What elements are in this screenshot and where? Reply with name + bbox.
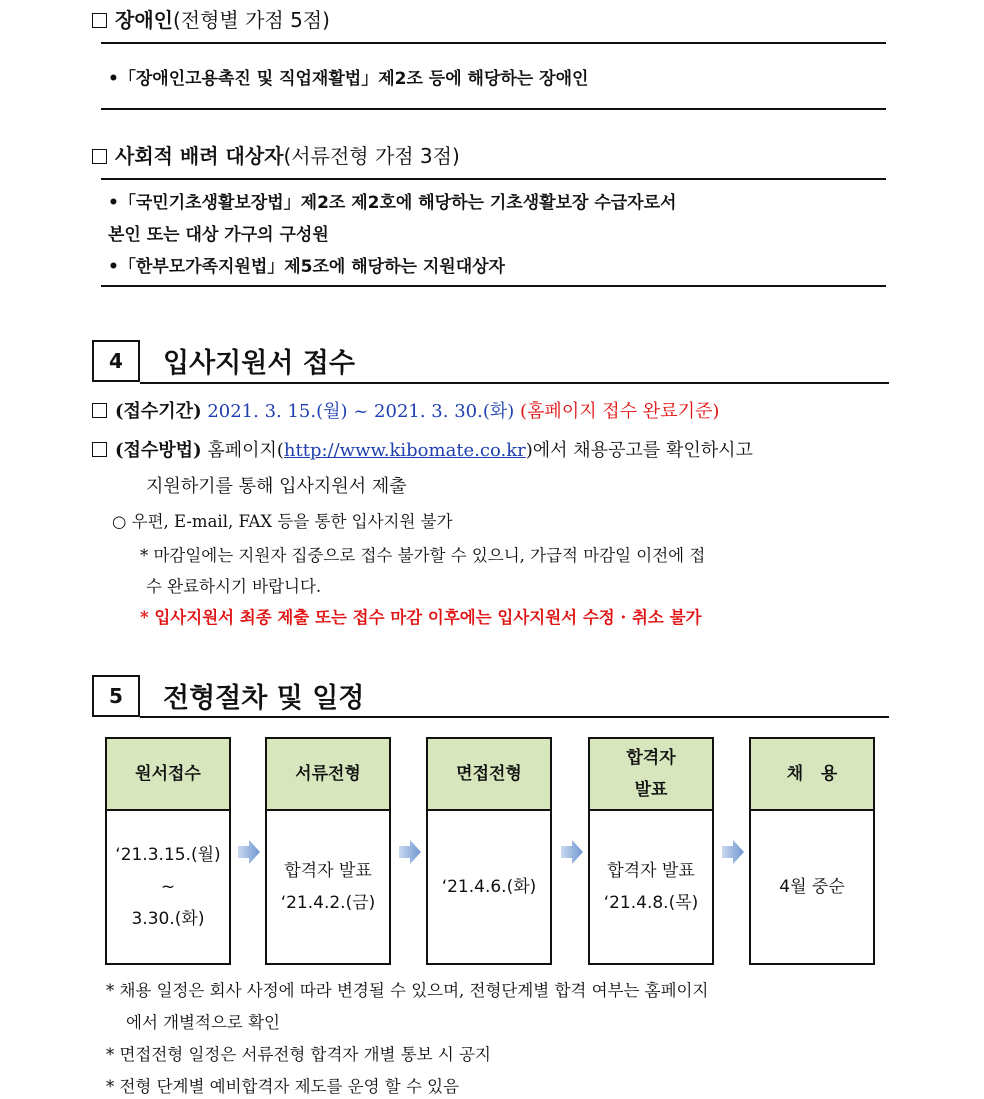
period-label: (접수기간)	[115, 401, 202, 422]
flow-step-header	[267, 739, 389, 811]
deadline-note-1a: * 마감일에는 지원자 집중으로 접수 불가할 수 있으니, 가급적 마감일 이전에 접	[140, 546, 706, 565]
checkbox-square-icon	[92, 403, 107, 418]
flow-step-interview	[426, 737, 552, 965]
arrow-right-icon	[399, 840, 421, 864]
flow-step-application	[105, 737, 231, 965]
schedule-note-1a: * 채용 일정은 회사 사정에 따라 변경될 수 있으며, 전형단계별 합격 여부는 홈페이지	[106, 981, 709, 1000]
flow-step-body	[751, 811, 873, 963]
homepage-link[interactable]: http://www.kibomate.co.kr	[283, 440, 526, 461]
checkbox-square-icon	[92, 13, 107, 28]
flow-step-header-text: 채 용	[786, 764, 838, 784]
flow-step-body-text: 3.30.(화)	[131, 909, 205, 929]
schedule-note-3: * 전형 단계별 예비합격자 제도를 운영 할 수 있음	[106, 1077, 460, 1096]
section-title: 전형절차 및 일정	[163, 683, 365, 714]
social-care-title-bold: 사회적 배려 대상자	[115, 144, 284, 168]
application-period	[92, 397, 719, 423]
social-care-bullet-1b: 본인 또는 대상 가구의 구성원	[108, 225, 329, 245]
section-underline	[140, 382, 889, 384]
flow-step-final-announcement	[588, 737, 714, 965]
period-value: 2021. 3. 15.(월) ~ 2021. 3. 30.(화)	[207, 401, 515, 422]
deadline-note-1b: 수 완료하시기 바랍니다.	[146, 577, 322, 596]
flow-step-body-text: 4월 중순	[779, 877, 845, 897]
divider	[101, 178, 886, 180]
checkbox-square-icon	[92, 442, 107, 457]
flow-step-body-text: ‘21.3.15.(월)	[115, 845, 221, 865]
flow-step-body-text: 합격자 발표	[607, 861, 695, 881]
method-pre: 홈페이지(	[207, 440, 284, 461]
period-note: (홈페이지 접수 완료기준)	[520, 401, 720, 422]
flow-step-header-text: 합격자	[626, 748, 676, 768]
flow-step-header	[107, 739, 229, 811]
method-line-2: 지원하기를 통해 입사지원서 제출	[146, 476, 407, 497]
social-care-title	[92, 140, 460, 169]
arrow-right-icon	[722, 840, 744, 864]
flow-step-header	[751, 739, 873, 811]
section-underline	[140, 716, 889, 718]
flow-step-header	[590, 739, 712, 811]
checkbox-square-icon	[92, 149, 107, 164]
application-method	[92, 436, 753, 462]
flow-step-document-screening	[265, 737, 391, 965]
section-title: 입사지원서 접수	[163, 348, 355, 379]
social-care-bullet-2: •「한부모가족지원법」제5조에 해당하는 지원대상자	[108, 257, 505, 277]
flow-step-header-text: 면접전형	[456, 764, 522, 784]
flow-step-body-text: 합격자 발표	[284, 861, 372, 881]
social-care-bullet-1a: •「국민기초생활보장법」제2조 제2호에 해당하는 기초생활보장 수급자로서	[108, 193, 677, 213]
method-post: )에서 채용공고를 확인하시고	[525, 440, 753, 461]
flow-step-header	[428, 739, 550, 811]
flow-step-hiring	[749, 737, 875, 965]
flow-step-body	[428, 811, 550, 963]
flow-step-body	[267, 811, 389, 963]
disabled-title	[92, 4, 330, 33]
flow-step-body-text: ‘21.4.8.(목)	[603, 893, 699, 913]
flow-step-header-text: 발표	[634, 780, 668, 800]
flow-step-header-text: 원서접수	[135, 764, 201, 784]
divider	[101, 285, 886, 287]
flow-step-body-text: ‘21.4.6.(화)	[441, 877, 537, 897]
schedule-note-1b: 에서 개별적으로 확인	[126, 1013, 280, 1032]
section-number: 5	[92, 675, 140, 717]
flow-step-body	[107, 811, 229, 963]
flow-step-header-text: 서류전형	[295, 764, 361, 784]
disabled-title-rest: (전형별 가점 5점)	[172, 8, 330, 32]
disabled-title-bold: 장애인	[115, 8, 173, 32]
circle-item: ○ 우편, E-mail, FAX 등을 통한 입사지원 불가	[112, 512, 453, 531]
schedule-note-2: * 면접전형 일정은 서류전형 합격자 개별 통보 시 공지	[106, 1045, 491, 1064]
deadline-note-red: * 입사지원서 최종 제출 또는 접수 마감 이후에는 입사지원서 수정 · 취소 불가	[140, 608, 702, 627]
section-number: 4	[92, 340, 140, 382]
flow-step-body-text: ~	[160, 877, 176, 897]
method-label: (접수방법)	[115, 440, 202, 461]
disabled-bullet: •「장애인고용촉진 및 직업재활법」제2조 등에 해당하는 장애인	[108, 69, 589, 89]
flow-step-body	[590, 811, 712, 963]
divider	[101, 42, 886, 44]
flow-step-body-text: ‘21.4.2.(금)	[280, 893, 376, 913]
divider	[101, 108, 886, 110]
arrow-right-icon	[238, 840, 260, 864]
social-care-title-rest: (서류전형 가점 3점)	[283, 144, 460, 168]
arrow-right-icon	[561, 840, 583, 864]
